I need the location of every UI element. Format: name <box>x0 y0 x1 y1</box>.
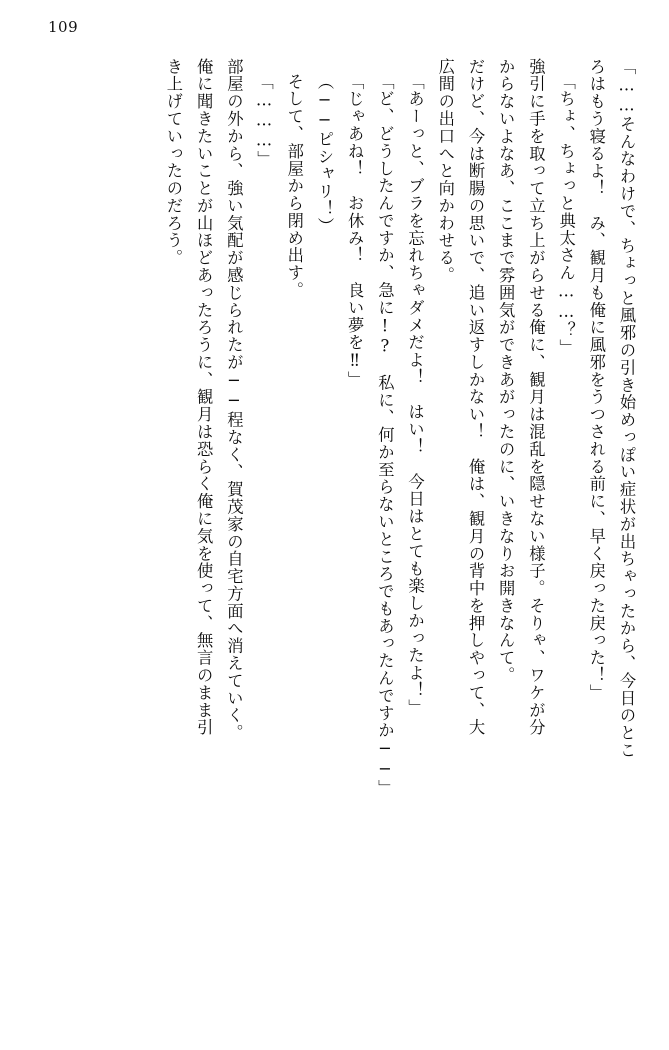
text-line: 強引に手を取って立ち上がらせる俺に、観月は混乱を隠せない様子。そりゃ、ワケが分 <box>526 58 546 737</box>
text-line: 「………」 <box>254 73 274 169</box>
text-line: 「ど、どうしたんですか、急に!? 私に、何か至らないところでもあったんですか──」 <box>375 73 395 797</box>
text-line: だけど、今は断腸の思いで、追い返すしかない！ 俺は、観月の背中を押しやって、大 <box>465 58 485 737</box>
text-line: 部屋の外から、強い気配が感じられたが──程なく、賀茂家の自宅方面へ消えていく。 <box>224 58 244 742</box>
text-line: 「ちょ、ちょっと典太さん……？」 <box>556 73 576 357</box>
text-line: そして、部屋から閉め出す。 <box>284 73 304 300</box>
vertical-text-body <box>30 58 641 1024</box>
text-line: 俺に聞きたいことが山ほどあったろうに、観月は恐らく俺に気を使って、無言のまま引 <box>194 58 214 737</box>
text-line: 「……そんなわけで、ちょっと風邪の引き始めっぽい症状が出ちゃったから、今日のとこ <box>617 58 636 760</box>
text-line: からないよなあ、ここまで雰囲気ができあがったのに、いきなりお開きなんて。 <box>496 58 516 685</box>
text-line: 広間の出口へと向かわせる。 <box>435 58 455 285</box>
page-number: 109 <box>48 18 79 36</box>
text-line: （──ピシャリ！） <box>314 73 334 235</box>
text-line: ろはもう寝るよ！ み、観月も俺に風邪をうつされる前に、早く戻った戻った！」 <box>586 58 606 702</box>
text-line: 「じゃあね！ お休み！ 良い夢を‼」 <box>345 73 365 389</box>
text-line: き上げていったのだろう。 <box>163 58 183 267</box>
text-line: 「あーっと、ブラを忘れちゃダメだよ！ はい！ 今日はとても楽しかったよ！」 <box>405 73 425 717</box>
